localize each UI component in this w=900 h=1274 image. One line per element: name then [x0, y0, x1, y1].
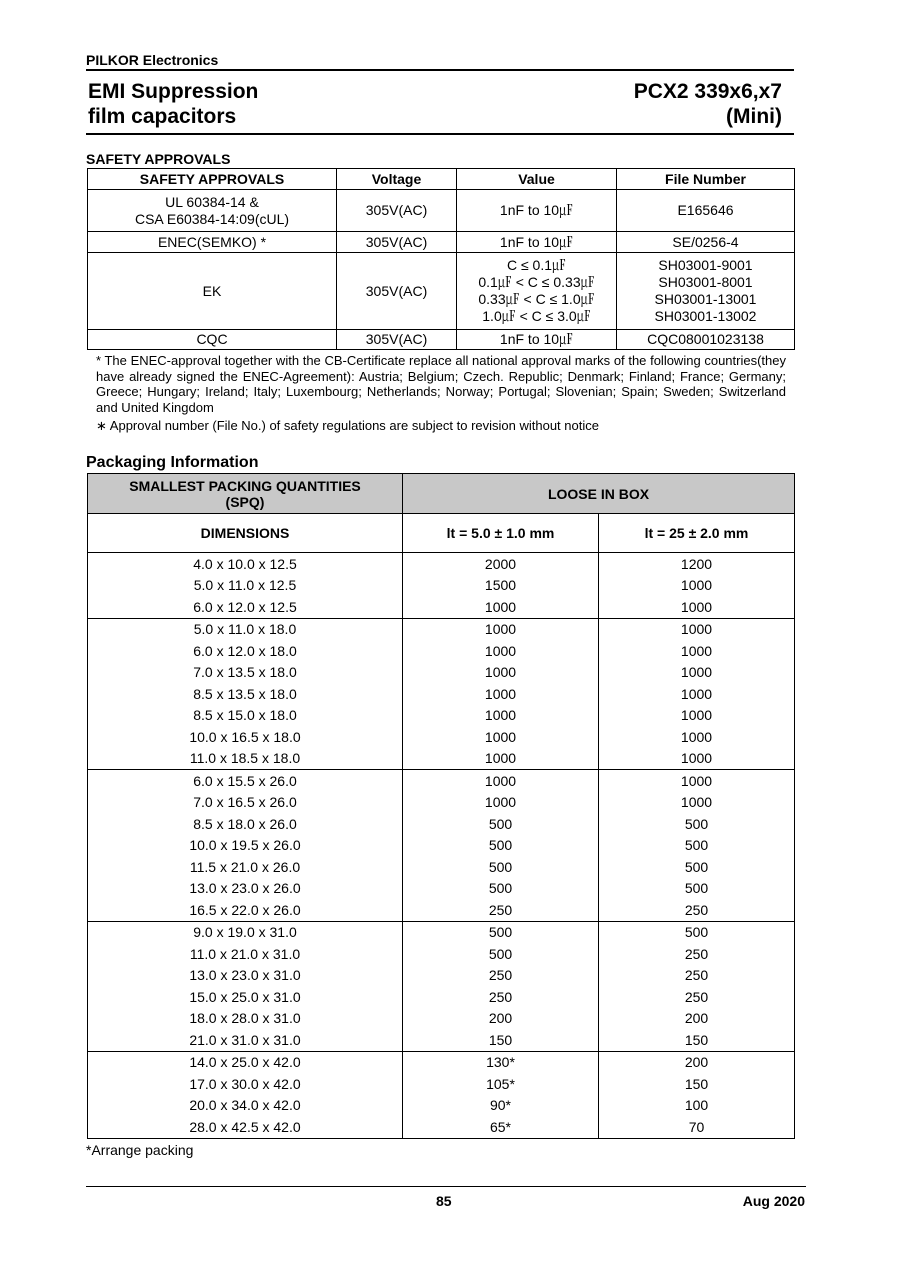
table-row	[88, 662, 795, 684]
qty-lt25-cell: 1000	[599, 596, 795, 618]
dimension-cell: 4.0 x 10.0 x 12.5	[88, 553, 403, 575]
cell-line: SH03001-13001	[654, 291, 757, 307]
qty-lt25-cell: 250	[599, 986, 795, 1008]
cell-line: CQC08001023138	[647, 331, 764, 347]
qty-lt25-cell: 500	[599, 835, 795, 857]
qty-lt25-cell: 1000	[599, 640, 795, 662]
qty-lt5-cell: 200	[403, 1008, 599, 1030]
qty-lt5-cell: 250	[403, 965, 599, 987]
footer-date: Aug 2020	[742, 1193, 805, 1209]
cell-line: SH03001-9001	[658, 257, 753, 273]
cell-line: CQC	[196, 331, 228, 347]
footer-rule	[86, 1186, 806, 1187]
title-line-1: EMI Suppression	[88, 80, 259, 103]
table-row	[88, 553, 795, 575]
table-row	[88, 1116, 795, 1138]
table-row	[88, 813, 795, 835]
file-number-cell	[617, 330, 795, 350]
col-header-voltage: Voltage	[337, 169, 457, 190]
qty-lt5-cell: 105*	[403, 1073, 599, 1095]
qty-lt25-cell: 500	[599, 856, 795, 878]
qty-lt5-cell: 1000	[403, 683, 599, 705]
qty-lt5-cell: 250	[403, 899, 599, 921]
cell-line: 0.33㎌ < C ≤ 1.0㎌	[478, 291, 595, 307]
dimension-cell: 11.5 x 21.0 x 26.0	[88, 856, 403, 878]
model-line-1: PCX2 339x6,x7	[633, 80, 782, 103]
packaging-header-row	[88, 474, 795, 514]
dimension-cell: 14.0 x 25.0 x 42.0	[88, 1051, 403, 1073]
qty-lt25-cell: 1000	[599, 618, 795, 640]
qty-lt5-cell: 1000	[403, 748, 599, 770]
cell-line: CSA E60384-14:09(cUL)	[134, 210, 290, 227]
table-row	[88, 986, 795, 1008]
table-row	[88, 1029, 795, 1051]
cell-line: SH03001-13002	[654, 308, 757, 324]
dimension-cell: 8.5 x 13.5 x 18.0	[88, 683, 403, 705]
qty-lt25-cell: 250	[599, 965, 795, 987]
qty-lt5-cell: 1000	[403, 618, 599, 640]
qty-lt5-cell: 2000	[403, 553, 599, 575]
safety-header-row	[88, 169, 795, 190]
packaging-heading: Packaging Information	[86, 454, 259, 471]
col-header-file-number: File Number	[617, 169, 795, 190]
qty-lt5-cell: 1000	[403, 640, 599, 662]
qty-lt25-cell: 500	[599, 813, 795, 835]
qty-lt5-cell: 150	[403, 1029, 599, 1051]
dimension-cell: 6.0 x 15.5 x 26.0	[88, 770, 403, 792]
table-row	[88, 1073, 795, 1095]
dimension-cell: 10.0 x 19.5 x 26.0	[88, 835, 403, 857]
table-row	[88, 921, 795, 943]
model-line-2: (Mini)	[726, 105, 782, 128]
qty-lt5-cell: 65*	[403, 1116, 599, 1138]
approval-cell	[88, 330, 337, 350]
packaging-subheader-row	[88, 514, 795, 553]
qty-lt25-cell: 250	[599, 899, 795, 921]
dimension-cell: 15.0 x 25.0 x 31.0	[88, 986, 403, 1008]
value-cell	[457, 232, 617, 253]
dimensions-header: DIMENSIONS	[88, 514, 403, 553]
qty-lt5-cell: 500	[403, 813, 599, 835]
file-number-cell	[617, 253, 795, 330]
qty-lt25-cell: 1000	[599, 792, 795, 814]
table-row	[88, 683, 795, 705]
dimension-cell: 20.0 x 34.0 x 42.0	[88, 1095, 403, 1117]
qty-lt5-cell: 130*	[403, 1051, 599, 1073]
voltage-cell: 305V(AC)	[337, 330, 457, 350]
qty-lt25-cell: 150	[599, 1073, 795, 1095]
cell-line: SE/0256-4	[672, 233, 739, 250]
col-header-value: Value	[457, 169, 617, 190]
approval-cell	[88, 253, 337, 330]
file-number-cell	[617, 232, 795, 253]
dimension-cell: 5.0 x 11.0 x 18.0	[88, 618, 403, 640]
dimension-cell: 7.0 x 16.5 x 26.0	[88, 792, 403, 814]
qty-lt5-cell: 1000	[403, 726, 599, 748]
dimension-cell: 21.0 x 31.0 x 31.0	[88, 1029, 403, 1051]
qty-lt25-cell: 500	[599, 878, 795, 900]
table-row	[88, 856, 795, 878]
table-row	[88, 770, 795, 792]
table-row	[88, 618, 795, 640]
table-row	[88, 748, 795, 770]
packaging-table	[87, 473, 795, 1139]
qty-lt25-cell: 1000	[599, 770, 795, 792]
cell-line: 1nF to 10㎌	[499, 233, 574, 250]
safety-row	[88, 253, 795, 330]
approval-cell	[88, 232, 337, 253]
spq-label: SMALLEST PACKING QUANTITIES (SPQ)	[129, 477, 361, 510]
dimension-cell: 5.0 x 11.0 x 12.5	[88, 575, 403, 597]
qty-lt5-cell: 500	[403, 943, 599, 965]
page-number: 85	[436, 1193, 452, 1209]
qty-lt25-cell: 70	[599, 1116, 795, 1138]
title-line-2: film capacitors	[88, 105, 237, 128]
qty-lt25-cell: 250	[599, 943, 795, 965]
table-row	[88, 1095, 795, 1117]
qty-lt5-cell: 1000	[403, 770, 599, 792]
cell-line: E165646	[677, 202, 734, 218]
spq-header	[88, 474, 403, 514]
qty-lt25-cell: 1000	[599, 705, 795, 727]
dimension-cell: 13.0 x 23.0 x 26.0	[88, 878, 403, 900]
voltage-cell: 305V(AC)	[337, 253, 457, 330]
cell-line: 1nF to 10㎌	[499, 331, 574, 347]
safety-row	[88, 190, 795, 232]
qty-lt25-cell: 100	[599, 1095, 795, 1117]
qty-lt5-cell: 250	[403, 986, 599, 1008]
table-row	[88, 878, 795, 900]
header-rule	[86, 69, 794, 71]
qty-lt25-cell: 150	[599, 1029, 795, 1051]
dimension-cell: 28.0 x 42.5 x 42.0	[88, 1116, 403, 1138]
cell-line: 1.0㎌ < C ≤ 3.0㎌	[482, 308, 591, 324]
qty-lt5-cell: 500	[403, 856, 599, 878]
table-row	[88, 792, 795, 814]
qty-lt25-cell: 200	[599, 1051, 795, 1073]
table-row	[88, 965, 795, 987]
lt5-header: lt = 5.0 ± 1.0 mm	[403, 514, 599, 553]
dimension-cell: 17.0 x 30.0 x 42.0	[88, 1073, 403, 1095]
qty-lt5-cell: 1000	[403, 705, 599, 727]
qty-lt5-cell: 500	[403, 835, 599, 857]
company-name: PILKOR Electronics	[86, 52, 219, 68]
qty-lt25-cell: 1000	[599, 748, 795, 770]
qty-lt5-cell: 1500	[403, 575, 599, 597]
dimension-cell: 6.0 x 12.0 x 12.5	[88, 596, 403, 618]
cell-line: 1nF to 10㎌	[499, 202, 574, 218]
table-row	[88, 726, 795, 748]
table-row	[88, 705, 795, 727]
qty-lt25-cell: 1000	[599, 683, 795, 705]
col-header-approvals: SAFETY APPROVALS	[88, 169, 337, 190]
qty-lt5-cell: 1000	[403, 596, 599, 618]
arrange-packing-note: *Arrange packing	[86, 1142, 194, 1158]
qty-lt5-cell: 500	[403, 921, 599, 943]
table-row	[88, 835, 795, 857]
qty-lt5-cell: 500	[403, 878, 599, 900]
cell-line: ENEC(SEMKO) *	[157, 233, 267, 250]
voltage-cell: 305V(AC)	[337, 232, 457, 253]
value-cell	[457, 190, 617, 232]
cell-line: EK	[202, 282, 222, 299]
dimension-cell: 13.0 x 23.0 x 31.0	[88, 965, 403, 987]
dimension-cell: 7.0 x 13.5 x 18.0	[88, 662, 403, 684]
qty-lt25-cell: 500	[599, 921, 795, 943]
file-number-cell	[617, 190, 795, 232]
table-row	[88, 1051, 795, 1073]
table-row	[88, 1008, 795, 1030]
enec-footnote: * The ENEC-approval together with the CB-Certificate replace all national approval marks of the following countries(they have already signed the ENEC-Agreement): Austria; Belgium; Czech. Republic; Denmark; Finland; France; Germany; Greece; Hungary; Ireland; Italy; Luxembourg; Netherlands; Norway; Portugal; Slovenian; Spain; Sweden; Switzerland and United Kingdom	[96, 353, 786, 415]
value-cell	[457, 330, 617, 350]
value-cell	[457, 253, 617, 330]
dimension-cell: 11.0 x 21.0 x 31.0	[88, 943, 403, 965]
model-title	[634, 79, 782, 129]
qty-lt5-cell: 1000	[403, 792, 599, 814]
qty-lt25-cell: 200	[599, 1008, 795, 1030]
qty-lt5-cell: 1000	[403, 662, 599, 684]
safety-approvals-table	[87, 168, 795, 350]
dimension-cell: 9.0 x 19.0 x 31.0	[88, 921, 403, 943]
table-row	[88, 575, 795, 597]
dimension-cell: 10.0 x 16.5 x 18.0	[88, 726, 403, 748]
qty-lt25-cell: 1000	[599, 662, 795, 684]
safety-approvals-heading: SAFETY APPROVALS	[86, 151, 231, 167]
qty-lt25-cell: 1000	[599, 575, 795, 597]
cell-line: C ≤ 0.1㎌	[506, 257, 567, 273]
dimension-cell: 11.0 x 18.5 x 18.0	[88, 748, 403, 770]
cell-line: SH03001-8001	[658, 274, 753, 290]
loose-in-box-header: LOOSE IN BOX	[403, 474, 795, 514]
dimension-cell: 6.0 x 12.0 x 18.0	[88, 640, 403, 662]
document-title	[88, 79, 258, 129]
table-row	[88, 943, 795, 965]
table-row	[88, 640, 795, 662]
approval-cell	[88, 190, 337, 232]
qty-lt5-cell: 90*	[403, 1095, 599, 1117]
approval-revision-note: ∗ Approval number (File No.) of safety regulations are subject to revision without notice	[96, 418, 599, 433]
dimension-cell: 8.5 x 18.0 x 26.0	[88, 813, 403, 835]
cell-line: 0.1㎌ < C ≤ 0.33㎌	[478, 274, 595, 290]
cell-line: UL 60384-14 &	[165, 193, 259, 210]
dimension-cell: 8.5 x 15.0 x 18.0	[88, 705, 403, 727]
table-row	[88, 899, 795, 921]
safety-row	[88, 232, 795, 253]
table-row	[88, 596, 795, 618]
qty-lt25-cell: 1200	[599, 553, 795, 575]
dimension-cell: 16.5 x 22.0 x 26.0	[88, 899, 403, 921]
safety-row	[88, 330, 795, 350]
lt25-header: lt = 25 ± 2.0 mm	[599, 514, 795, 553]
title-rule	[86, 133, 794, 135]
voltage-cell: 305V(AC)	[337, 190, 457, 232]
dimension-cell: 18.0 x 28.0 x 31.0	[88, 1008, 403, 1030]
qty-lt25-cell: 1000	[599, 726, 795, 748]
